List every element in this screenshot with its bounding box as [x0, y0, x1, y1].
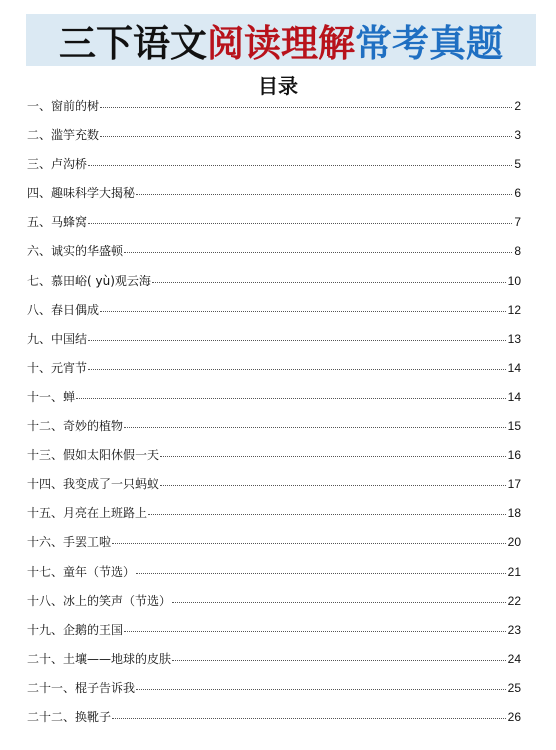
toc-entry[interactable] — [27, 679, 521, 708]
toc-entry-page-number: 22 — [507, 593, 521, 608]
dot-leader — [112, 718, 506, 719]
toc-entry-page-number: 21 — [507, 564, 521, 579]
toc-entry[interactable] — [27, 272, 521, 301]
toc-entry-title: 二十、土壤——地球的皮肤 — [27, 651, 172, 666]
title-part-reading: 阅读理解 — [207, 22, 355, 65]
toc-entry[interactable] — [27, 97, 521, 126]
toc-entry[interactable] — [27, 504, 521, 533]
dot-leader — [172, 602, 506, 603]
toc-entry[interactable] — [27, 563, 521, 592]
dot-leader — [88, 223, 512, 224]
toc-entry-title: 十七、童年（节选） — [27, 564, 136, 579]
toc-entry-page-number: 16 — [507, 448, 521, 463]
toc-entry-page-number: 14 — [507, 360, 521, 375]
toc-entry-title: 十八、冰上的笑声（节选） — [27, 593, 172, 608]
toc-entry-page-number: 17 — [507, 477, 521, 492]
toc-entry-page-number: 25 — [507, 680, 521, 695]
dot-leader — [136, 689, 506, 690]
toc-entry[interactable] — [27, 330, 521, 359]
toc-entry-page-number: 10 — [507, 273, 521, 288]
toc-entry-title: 四、趣味科学大揭秘 — [27, 186, 136, 201]
toc-entry-page-number: 13 — [507, 331, 521, 346]
toc-entry-title: 十九、企鹅的王国 — [27, 622, 124, 637]
toc-entry[interactable] — [27, 126, 521, 155]
title-part-exam: 常考真题 — [355, 22, 503, 65]
toc-entry-page-number: 18 — [507, 506, 521, 521]
toc-entry-page-number: 12 — [507, 302, 521, 317]
toc-entry-page-number: 14 — [507, 389, 521, 404]
toc-entry[interactable] — [27, 155, 521, 184]
toc-entry[interactable] — [27, 359, 521, 388]
toc-entry[interactable] — [27, 184, 521, 213]
toc-entry[interactable] — [27, 650, 521, 679]
toc-entry-page-number: 20 — [507, 535, 521, 550]
toc-entry-page-number: 7 — [514, 215, 521, 230]
toc-entry[interactable] — [27, 592, 521, 621]
dot-leader — [100, 107, 512, 108]
dot-leader — [160, 456, 506, 457]
toc-entry[interactable] — [27, 242, 521, 271]
toc-entry[interactable] — [27, 417, 521, 446]
toc-entry-page-number: 24 — [507, 651, 521, 666]
toc-entry-title: 十一、蝉 — [27, 389, 76, 404]
table-of-contents — [27, 97, 521, 737]
toc-entry-title: 一、窗前的树 — [27, 99, 100, 113]
toc-entry-title: 二、滥竽充数 — [27, 128, 100, 143]
toc-entry-title: 六、诚实的华盛顿 — [27, 244, 124, 259]
toc-entry-title: 十六、手罢工啦 — [27, 535, 112, 550]
dot-leader — [148, 514, 506, 515]
toc-entry[interactable] — [27, 708, 521, 737]
dot-leader — [76, 398, 506, 399]
toc-entry[interactable] — [27, 213, 521, 242]
toc-entry-page-number: 26 — [507, 709, 521, 724]
toc-entry[interactable] — [27, 446, 521, 475]
dot-leader — [88, 369, 506, 370]
page-title: 目录 — [258, 74, 298, 98]
toc-entry-title: 五、马蜂窝 — [27, 215, 88, 230]
toc-entry-page-number: 2 — [514, 99, 521, 113]
toc-entry-page-number: 6 — [514, 186, 521, 201]
toc-entry[interactable] — [27, 533, 521, 562]
title-banner — [26, 14, 536, 66]
dot-leader — [88, 340, 506, 341]
toc-entry-page-number: 15 — [507, 419, 521, 434]
toc-entry[interactable] — [27, 621, 521, 650]
toc-entry-title: 十五、月亮在上班路上 — [27, 506, 148, 521]
toc-entry[interactable] — [27, 475, 521, 504]
toc-entry-page-number: 3 — [514, 128, 521, 143]
dot-leader — [136, 194, 512, 195]
toc-entry-page-number: 23 — [507, 622, 521, 637]
toc-entry[interactable] — [27, 301, 521, 330]
dot-leader — [88, 165, 512, 166]
toc-entry-title: 十三、假如太阳休假一天 — [27, 448, 160, 463]
toc-entry[interactable] — [27, 388, 521, 417]
toc-entry-page-number: 8 — [514, 244, 521, 259]
toc-entry-title: 九、中国结 — [27, 331, 88, 346]
dot-leader — [152, 282, 506, 283]
toc-entry-page-number: 5 — [514, 157, 521, 172]
toc-entry-title: 十四、我变成了一只蚂蚁 — [27, 477, 160, 492]
title-part-grade: 三下语文 — [59, 22, 207, 65]
dot-leader — [124, 427, 506, 428]
toc-entry-title: 八、春日偶成 — [27, 302, 100, 317]
dot-leader — [124, 252, 512, 253]
toc-entry-title: 十二、奇妙的植物 — [27, 419, 124, 434]
toc-entry-title: 二十二、换靴子 — [27, 709, 112, 724]
dot-leader — [172, 660, 506, 661]
dot-leader — [100, 311, 506, 312]
toc-entry-title: 七、慕田峪( yù)观云海 — [27, 273, 151, 288]
dot-leader — [160, 485, 506, 486]
toc-entry-title: 十、元宵节 — [27, 360, 88, 375]
dot-leader — [100, 136, 512, 137]
toc-entry-title: 二十一、棍子告诉我 — [27, 680, 136, 695]
dot-leader — [136, 573, 506, 574]
dot-leader — [124, 631, 506, 632]
toc-entry-title: 三、卢沟桥 — [27, 157, 88, 172]
dot-leader — [112, 543, 506, 544]
